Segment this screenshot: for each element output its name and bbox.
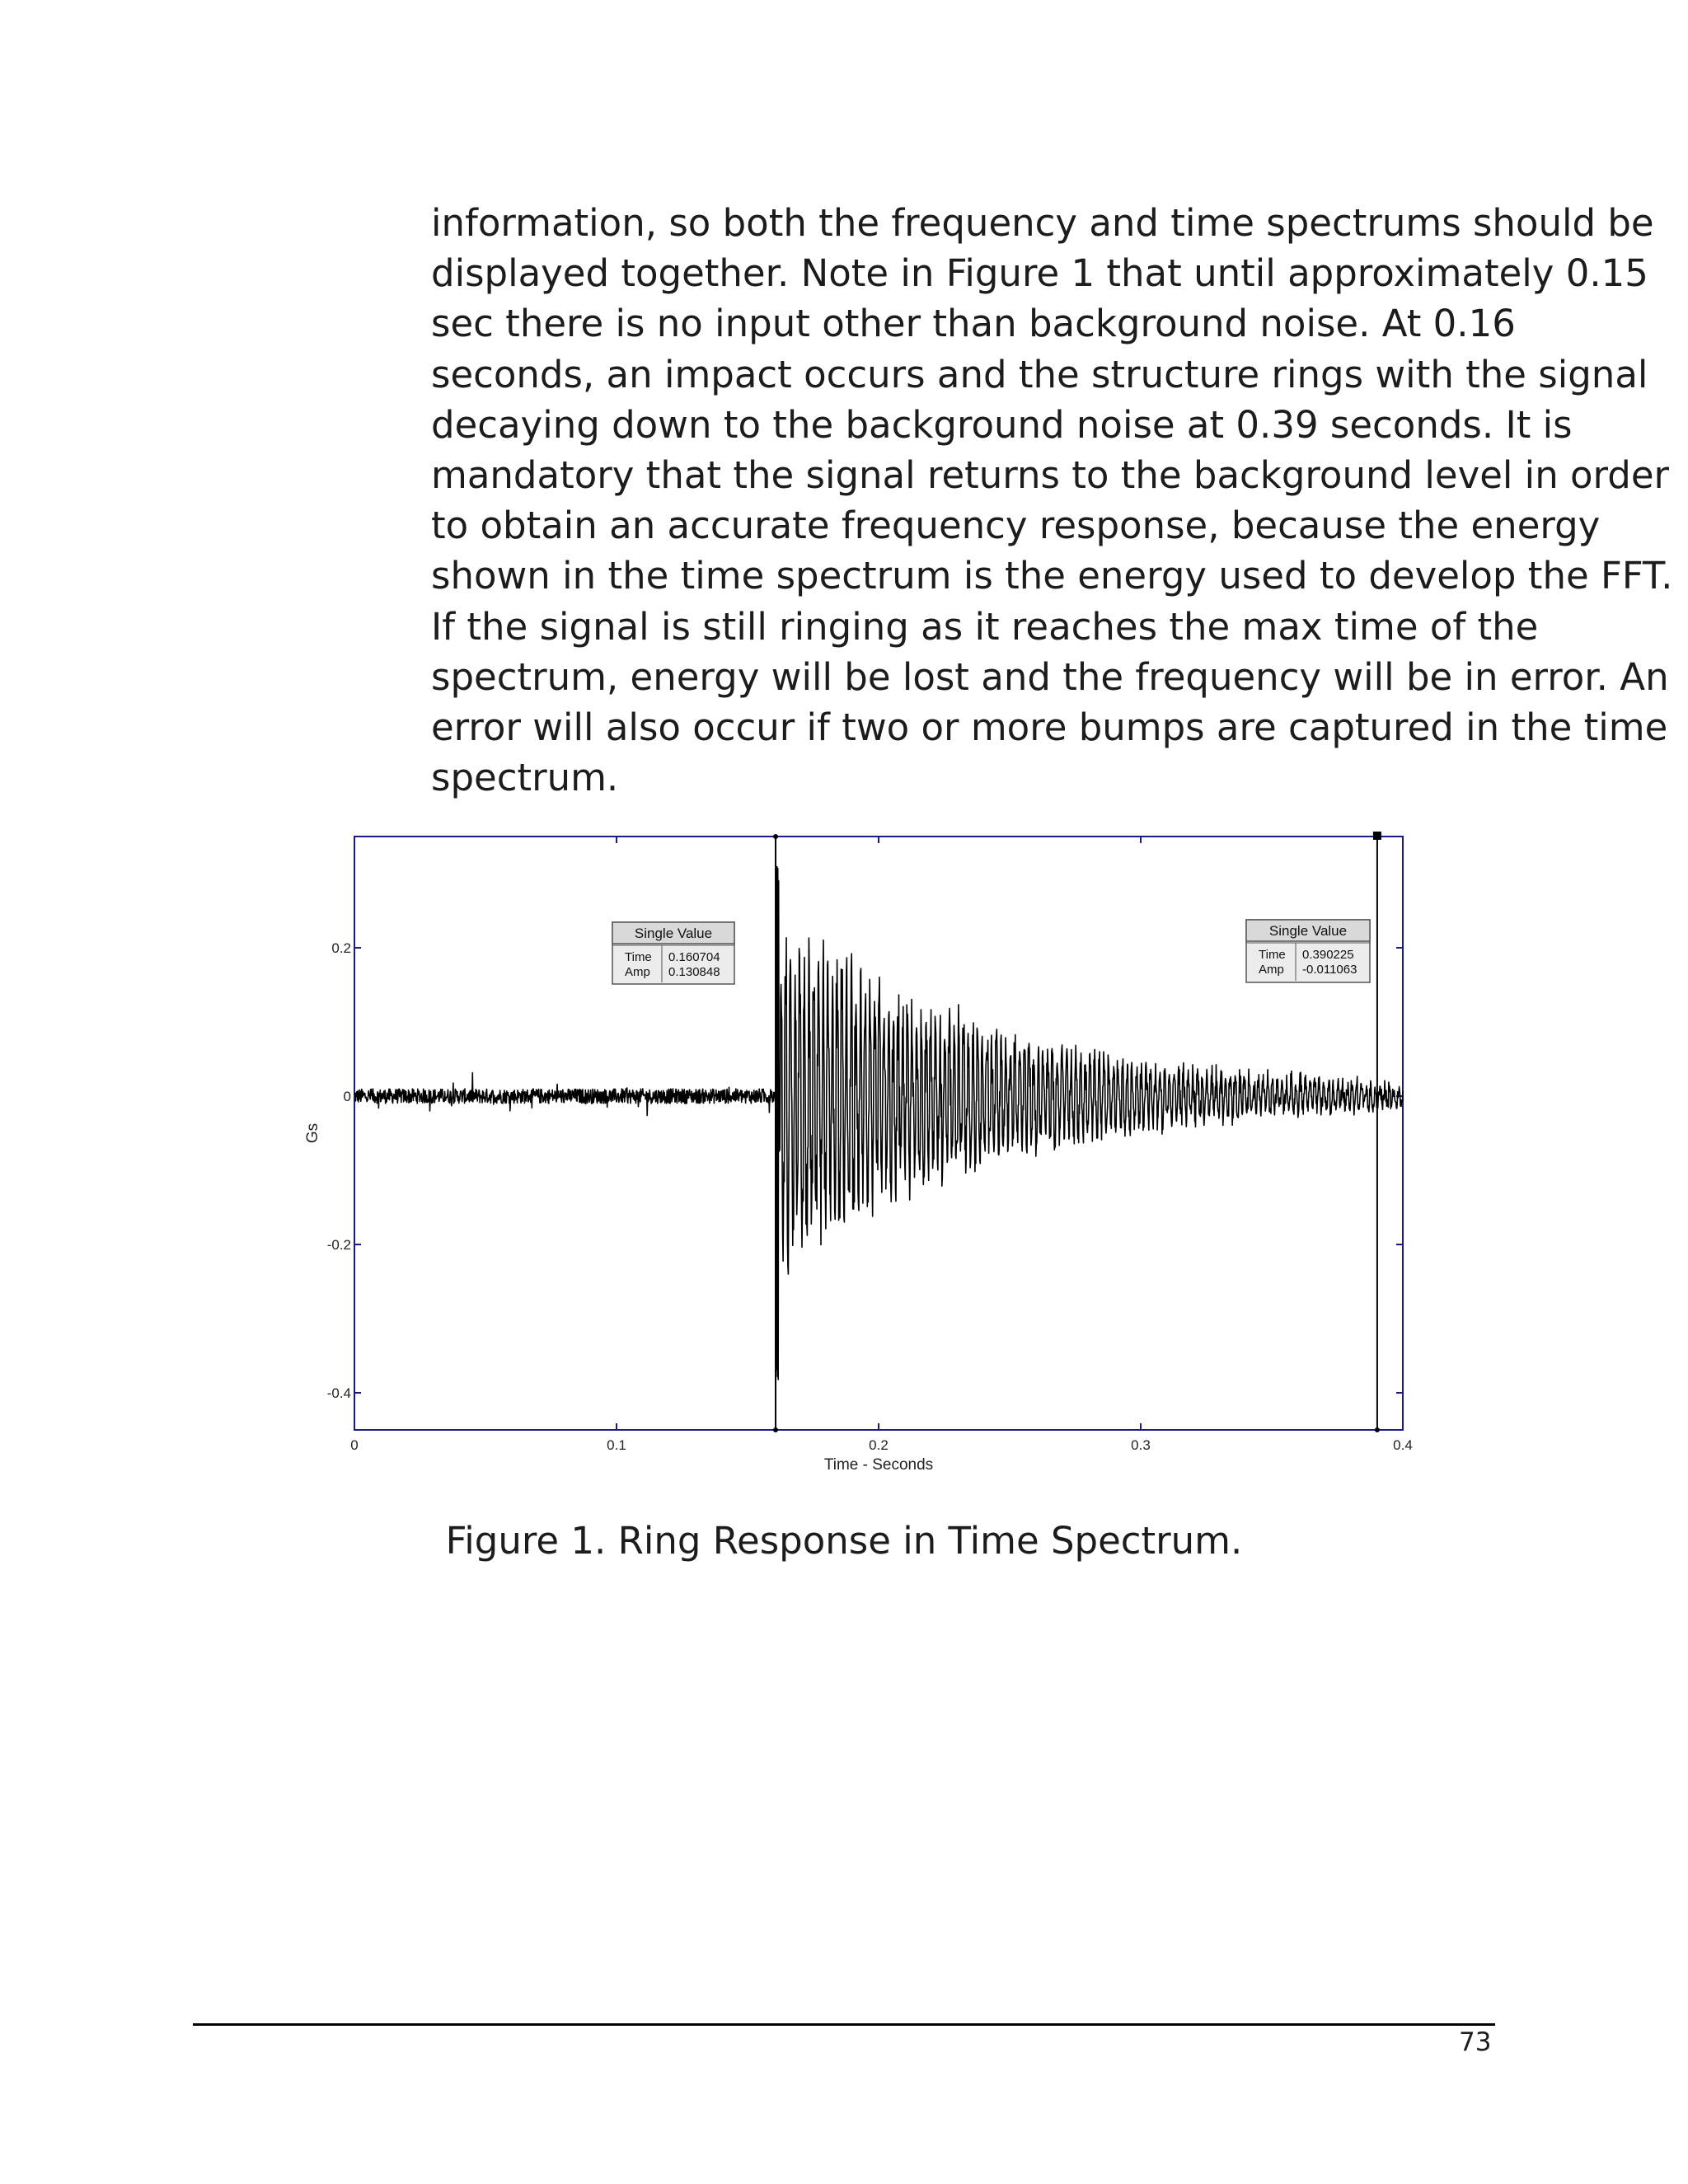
cursor-marker-bottom [1375, 1427, 1380, 1432]
paragraph-line: spectrum. [431, 756, 619, 800]
x-tick-label: 0.1 [607, 1437, 626, 1453]
paragraph-line: mandatory that the signal returns to the background level in order [431, 453, 1670, 498]
readout-time-label-1: Time [625, 950, 652, 964]
x-tick-label: 0.4 [1393, 1437, 1413, 1453]
readout-title-2: Single Value [1268, 923, 1348, 939]
readout-title-1: Single Value [634, 926, 713, 941]
paragraph-line: to obtain an accurate frequency response, because the energy [431, 504, 1601, 548]
readout-time-label-2: Time [1259, 948, 1286, 962]
footer-rule [193, 2023, 1495, 2026]
paragraph-line: sec there is no input other than background noise. At 0.16 [431, 302, 1516, 346]
readout-box-1[interactable] [612, 922, 734, 984]
readout-amp-label-2: Amp [1259, 963, 1284, 977]
readout-time-value-2: 0.390225 [1302, 948, 1354, 962]
paragraph-line: displayed together. Note in Figure 1 that until approximately 0.15 [431, 251, 1648, 296]
paragraph-line: If the signal is still ringing as it reaches the max time of the [431, 604, 1539, 649]
y-tick-label: 0 [343, 1089, 351, 1104]
cursor-handle [1373, 832, 1381, 840]
y-tick-label: -0.2 [326, 1237, 351, 1253]
cursor-marker-bottom [773, 1427, 778, 1432]
x-tick-label: 0.2 [869, 1437, 889, 1453]
paragraph-line: shown in the time spectrum is the energy used to develop the FFT. [431, 554, 1673, 598]
paragraph-line: spectrum, energy will be lost and the frequency will be in error. An [431, 654, 1669, 699]
readout-amp-value-2: -0.011063 [1302, 963, 1357, 977]
readout-amp-value-1: 0.130848 [668, 965, 720, 979]
figure-caption: Figure 1. Ring Response in Time Spectrum. [445, 1519, 1243, 1563]
x-axis-label: Time - Seconds [823, 1456, 934, 1474]
x-tick-label: 0.3 [1131, 1437, 1151, 1453]
page-number: 73 [1459, 2027, 1492, 2057]
paragraph-line: seconds, an impact occurs and the structure rings with the signal [431, 352, 1648, 396]
y-tick-label: -0.4 [326, 1385, 351, 1401]
paragraph-line: error will also occur if two or more bumps are captured in the time [431, 705, 1668, 750]
readout-box-2[interactable] [1246, 920, 1370, 982]
plot-frame [354, 837, 1403, 1430]
paragraph-line: information, so both the frequency and time spectrums should be [431, 201, 1654, 245]
x-tick-label: 0 [350, 1437, 359, 1453]
readout-amp-label-1: Amp [625, 965, 650, 979]
cursor-marker-top [773, 834, 778, 839]
y-tick-label: 0.2 [331, 940, 351, 956]
readout-time-value-1: 0.160704 [668, 950, 720, 964]
paragraph-line: decaying down to the background noise at 0.39 seconds. It is [431, 402, 1573, 447]
y-axis-label: Gs [304, 1122, 321, 1144]
